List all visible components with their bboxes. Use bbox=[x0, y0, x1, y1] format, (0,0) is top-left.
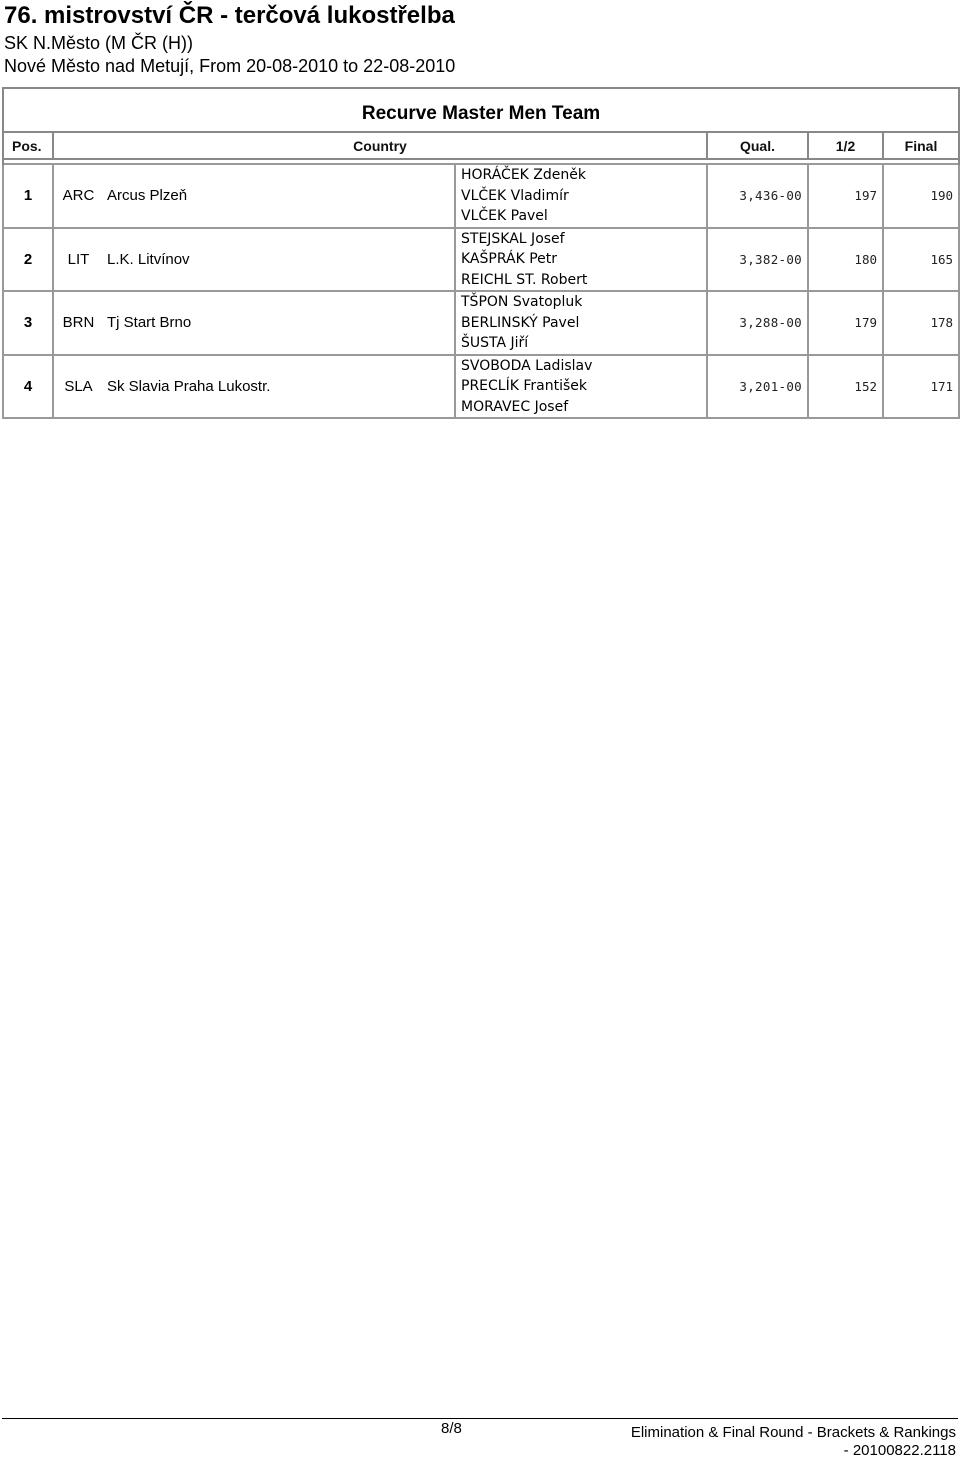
team-name: L.K. Litvínov bbox=[107, 250, 190, 268]
team-code: ARC bbox=[62, 187, 95, 205]
col-header-country: Country bbox=[53, 132, 707, 159]
team-member: BERLINSKÝ Pavel bbox=[461, 314, 580, 331]
team-member: TŠPON Svatopluk bbox=[461, 294, 583, 310]
location-dates-line: Nové Město nad Metují, From 20-08-2010 to 22-08-2010 bbox=[4, 56, 456, 76]
column-header-row bbox=[3, 132, 959, 159]
team-member: REICHL ST. Robert bbox=[461, 271, 588, 288]
semifinal-score: 152 bbox=[808, 355, 883, 419]
page-number: 8/8 bbox=[441, 1420, 462, 1437]
footer-report-name: Elimination & Final Round - Brackets & Rankings bbox=[630, 1424, 956, 1441]
final-score: 178 bbox=[883, 291, 959, 355]
team-cell bbox=[53, 355, 455, 419]
team-member: VLČEK Vladimír bbox=[461, 187, 569, 204]
team-members bbox=[455, 355, 707, 419]
team-member: HORÁČEK Zdeněk bbox=[461, 167, 586, 183]
document-header bbox=[4, 0, 455, 78]
results-table bbox=[2, 87, 960, 419]
team-code: BRN bbox=[62, 314, 95, 332]
team-member: STEJSKAL Josef bbox=[461, 230, 565, 247]
team-code: SLA bbox=[64, 377, 93, 395]
team-member: PRECLÍK František bbox=[461, 378, 587, 394]
team-name: Arcus Plzeň bbox=[107, 187, 188, 205]
qual-score: 3,382-00 bbox=[707, 228, 808, 292]
final-score: 165 bbox=[883, 228, 959, 292]
team-members bbox=[455, 291, 707, 355]
final-score: 190 bbox=[883, 164, 959, 228]
semifinal-score: 197 bbox=[808, 164, 883, 228]
team-row bbox=[3, 355, 959, 419]
team-rank: 4 bbox=[3, 355, 53, 419]
team-code: LIT bbox=[67, 250, 90, 268]
organizer-line: SK N.Město (M ČR (H)) bbox=[4, 33, 193, 53]
team-member: VLČEK Pavel bbox=[461, 208, 548, 224]
footer-text bbox=[631, 1424, 956, 1460]
qual-score: 3,201-00 bbox=[707, 355, 808, 419]
team-row bbox=[3, 228, 959, 292]
team-cell bbox=[53, 291, 455, 355]
footer-timestamp: - 20100822.2118 bbox=[843, 1442, 956, 1459]
team-row bbox=[3, 291, 959, 355]
team-member: KAŠPRÁK Petr bbox=[461, 251, 558, 267]
col-header-final: Final bbox=[883, 132, 959, 159]
team-cell bbox=[53, 228, 455, 292]
col-header-half: 1/2 bbox=[808, 132, 883, 159]
footer-divider bbox=[2, 1418, 958, 1419]
qual-score: 3,436-00 bbox=[707, 164, 808, 228]
semifinal-score: 180 bbox=[808, 228, 883, 292]
category-title: Recurve Master Men Team bbox=[3, 88, 959, 132]
team-member: MORAVEC Josef bbox=[461, 398, 569, 415]
col-header-pos: Pos. bbox=[3, 132, 53, 159]
team-members bbox=[455, 228, 707, 292]
team-rank: 3 bbox=[3, 291, 53, 355]
team-member: ŠUSTA Jiří bbox=[461, 335, 529, 351]
col-header-qual: Qual. bbox=[707, 132, 808, 159]
team-name: Sk Slavia Praha Lukostr. bbox=[107, 377, 271, 395]
team-name: Tj Start Brno bbox=[107, 314, 192, 332]
event-title: 76. mistrovství ČR - terčová lukostřelba bbox=[4, 2, 455, 29]
final-score: 171 bbox=[883, 355, 959, 419]
qual-score: 3,288-00 bbox=[707, 291, 808, 355]
team-rank: 2 bbox=[3, 228, 53, 292]
team-member: SVOBODA Ladislav bbox=[461, 357, 593, 374]
team-row bbox=[3, 164, 959, 228]
team-cell bbox=[53, 164, 455, 228]
team-members bbox=[455, 164, 707, 228]
semifinal-score: 179 bbox=[808, 291, 883, 355]
team-rank: 1 bbox=[3, 164, 53, 228]
